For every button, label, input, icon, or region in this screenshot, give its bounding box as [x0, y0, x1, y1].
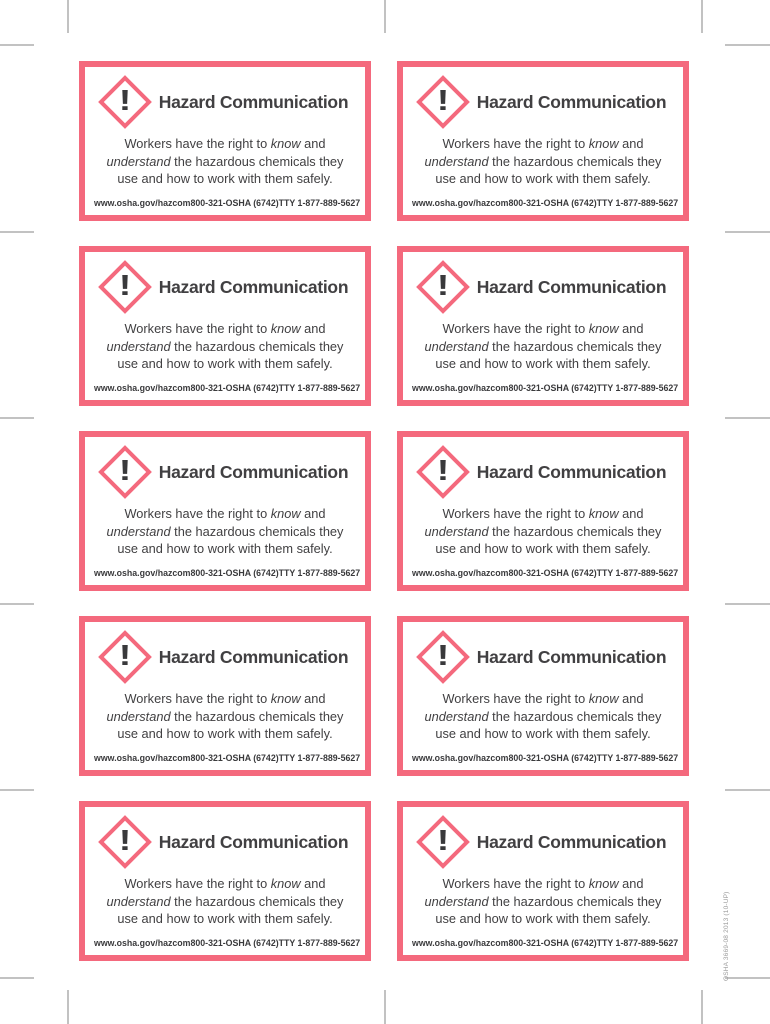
hazcom-card [79, 61, 371, 221]
ghs-exclamation-icon [102, 79, 148, 125]
body-line-2: understand the hazardous chemicals they [424, 153, 662, 169]
card-title: Hazard Communication [158, 646, 349, 667]
card-header [420, 634, 666, 680]
body-line-1: Workers have the right to know and [124, 691, 326, 706]
card-header [102, 449, 348, 495]
card-body [107, 135, 344, 188]
footer-phone: 800-321-OSHA (6742) [190, 938, 279, 948]
body-line-2: understand the hazardous chemicals they [106, 523, 344, 539]
body-line-1: Workers have the right to know and [442, 136, 644, 151]
crop-mark [384, 990, 386, 1024]
exclamation-glyph: ! [436, 639, 450, 672]
ghs-exclamation-icon [420, 819, 466, 865]
card-footer [85, 198, 365, 215]
body-line-1: Workers have the right to know and [124, 506, 326, 521]
card-footer [403, 568, 683, 585]
card-header [420, 449, 666, 495]
card-body [107, 505, 344, 558]
crop-mark [67, 0, 69, 33]
body-line-1: Workers have the right to know and [442, 691, 644, 706]
ghs-exclamation-icon [420, 634, 466, 680]
card-title: Hazard Communication [476, 91, 667, 112]
card-footer [85, 753, 365, 770]
crop-mark [0, 44, 34, 46]
hazcom-card [79, 616, 371, 776]
footer-website: www.osha.gov/hazcom [412, 938, 509, 948]
card-title: Hazard Communication [476, 461, 667, 482]
footer-tty: TTY 1-877-889-5627 [596, 753, 679, 763]
body-line-2: understand the hazardous chemicals they [424, 338, 662, 354]
crop-mark [725, 603, 770, 605]
card-footer [85, 938, 365, 955]
ghs-exclamation-icon [102, 449, 148, 495]
footer-tty: TTY 1-877-889-5627 [278, 568, 361, 578]
card-footer [403, 753, 683, 770]
body-line-3: use and how to work with them safely. [435, 726, 651, 741]
body-line-1: Workers have the right to know and [442, 876, 644, 891]
exclamation-glyph: ! [118, 269, 132, 302]
ghs-exclamation-icon [102, 634, 148, 680]
ghs-exclamation-icon [102, 264, 148, 310]
hazcom-card [397, 431, 689, 591]
footer-tty: TTY 1-877-889-5627 [596, 568, 679, 578]
card-footer [403, 938, 683, 955]
card-title: Hazard Communication [158, 276, 349, 297]
footer-phone: 800-321-OSHA (6742) [508, 753, 597, 763]
crop-mark [725, 789, 770, 791]
card-title: Hazard Communication [158, 831, 349, 852]
card-body [425, 690, 662, 743]
card-body [107, 690, 344, 743]
body-line-2: understand the hazardous chemicals they [106, 708, 344, 724]
footer-phone: 800-321-OSHA (6742) [190, 198, 279, 208]
exclamation-glyph: ! [118, 454, 132, 487]
hazcom-card [397, 246, 689, 406]
footer-tty: TTY 1-877-889-5627 [596, 383, 679, 393]
footer-phone: 800-321-OSHA (6742) [190, 753, 279, 763]
card-footer [403, 383, 683, 400]
footer-website: www.osha.gov/hazcom [412, 568, 509, 578]
body-line-2: understand the hazardous chemicals they [424, 523, 662, 539]
body-line-3: use and how to work with them safely. [435, 911, 651, 926]
crop-mark [725, 977, 770, 979]
print-code: OSHA 3669-08 2013 (10-UP) [723, 891, 730, 981]
exclamation-glyph: ! [436, 84, 450, 117]
crop-mark [0, 789, 34, 791]
body-line-1: Workers have the right to know and [124, 876, 326, 891]
footer-website: www.osha.gov/hazcom [412, 753, 509, 763]
card-title: Hazard Communication [476, 831, 667, 852]
body-line-1: Workers have the right to know and [442, 321, 644, 336]
crop-mark [384, 0, 386, 33]
footer-website: www.osha.gov/hazcom [94, 568, 191, 578]
card-footer [85, 568, 365, 585]
card-body [425, 875, 662, 928]
body-line-1: Workers have the right to know and [442, 506, 644, 521]
card-footer [403, 198, 683, 215]
footer-website: www.osha.gov/hazcom [94, 938, 191, 948]
body-line-1: Workers have the right to know and [124, 321, 326, 336]
card-header [102, 634, 348, 680]
ghs-exclamation-icon [420, 449, 466, 495]
body-line-2: understand the hazardous chemicals they [106, 338, 344, 354]
footer-tty: TTY 1-877-889-5627 [596, 198, 679, 208]
card-footer [85, 383, 365, 400]
hazcom-card [79, 246, 371, 406]
crop-mark [701, 990, 703, 1024]
ghs-exclamation-icon [102, 819, 148, 865]
card-body [425, 320, 662, 373]
card-title: Hazard Communication [158, 91, 349, 112]
footer-tty: TTY 1-877-889-5627 [278, 938, 361, 948]
footer-phone: 800-321-OSHA (6742) [508, 198, 597, 208]
crop-mark [67, 990, 69, 1024]
body-line-3: use and how to work with them safely. [117, 541, 333, 556]
card-title: Hazard Communication [476, 276, 667, 297]
body-line-3: use and how to work with them safely. [117, 726, 333, 741]
exclamation-glyph: ! [436, 824, 450, 857]
footer-phone: 800-321-OSHA (6742) [508, 383, 597, 393]
card-header [420, 264, 666, 310]
footer-tty: TTY 1-877-889-5627 [278, 198, 361, 208]
footer-website: www.osha.gov/hazcom [94, 198, 191, 208]
body-line-3: use and how to work with them safely. [117, 356, 333, 371]
footer-phone: 800-321-OSHA (6742) [508, 568, 597, 578]
exclamation-glyph: ! [436, 454, 450, 487]
footer-phone: 800-321-OSHA (6742) [508, 938, 597, 948]
ghs-exclamation-icon [420, 79, 466, 125]
footer-phone: 800-321-OSHA (6742) [190, 383, 279, 393]
card-header [420, 819, 666, 865]
card-header [420, 79, 666, 125]
footer-phone: 800-321-OSHA (6742) [190, 568, 279, 578]
exclamation-glyph: ! [118, 84, 132, 117]
card-header [102, 819, 348, 865]
card-title: Hazard Communication [158, 461, 349, 482]
body-line-2: understand the hazardous chemicals they [106, 153, 344, 169]
body-line-3: use and how to work with them safely. [435, 171, 651, 186]
crop-mark [0, 231, 34, 233]
card-body [425, 135, 662, 188]
ghs-exclamation-icon [420, 264, 466, 310]
card-header [102, 79, 348, 125]
body-line-3: use and how to work with them safely. [117, 911, 333, 926]
footer-website: www.osha.gov/hazcom [412, 198, 509, 208]
crop-mark [0, 977, 34, 979]
crop-mark [725, 44, 770, 46]
body-line-2: understand the hazardous chemicals they [424, 893, 662, 909]
card-body [425, 505, 662, 558]
exclamation-glyph: ! [436, 269, 450, 302]
footer-tty: TTY 1-877-889-5627 [596, 938, 679, 948]
body-line-3: use and how to work with them safely. [435, 356, 651, 371]
body-line-3: use and how to work with them safely. [435, 541, 651, 556]
hazcom-card [79, 801, 371, 961]
body-line-2: understand the hazardous chemicals they [424, 708, 662, 724]
body-line-2: understand the hazardous chemicals they [106, 893, 344, 909]
crop-mark [725, 231, 770, 233]
crop-mark [0, 603, 34, 605]
hazcom-card [79, 431, 371, 591]
crop-mark [701, 0, 703, 33]
exclamation-glyph: ! [118, 824, 132, 857]
body-line-3: use and how to work with them safely. [117, 171, 333, 186]
footer-tty: TTY 1-877-889-5627 [278, 383, 361, 393]
hazcom-card [397, 801, 689, 961]
exclamation-glyph: ! [118, 639, 132, 672]
card-header [102, 264, 348, 310]
body-line-1: Workers have the right to know and [124, 136, 326, 151]
crop-mark [725, 417, 770, 419]
crop-mark [0, 417, 34, 419]
card-title: Hazard Communication [476, 646, 667, 667]
card-grid [79, 61, 689, 961]
footer-website: www.osha.gov/hazcom [94, 383, 191, 393]
hazcom-card [397, 61, 689, 221]
footer-website: www.osha.gov/hazcom [412, 383, 509, 393]
card-body [107, 875, 344, 928]
footer-website: www.osha.gov/hazcom [94, 753, 191, 763]
card-body [107, 320, 344, 373]
hazcom-card [397, 616, 689, 776]
footer-tty: TTY 1-877-889-5627 [278, 753, 361, 763]
